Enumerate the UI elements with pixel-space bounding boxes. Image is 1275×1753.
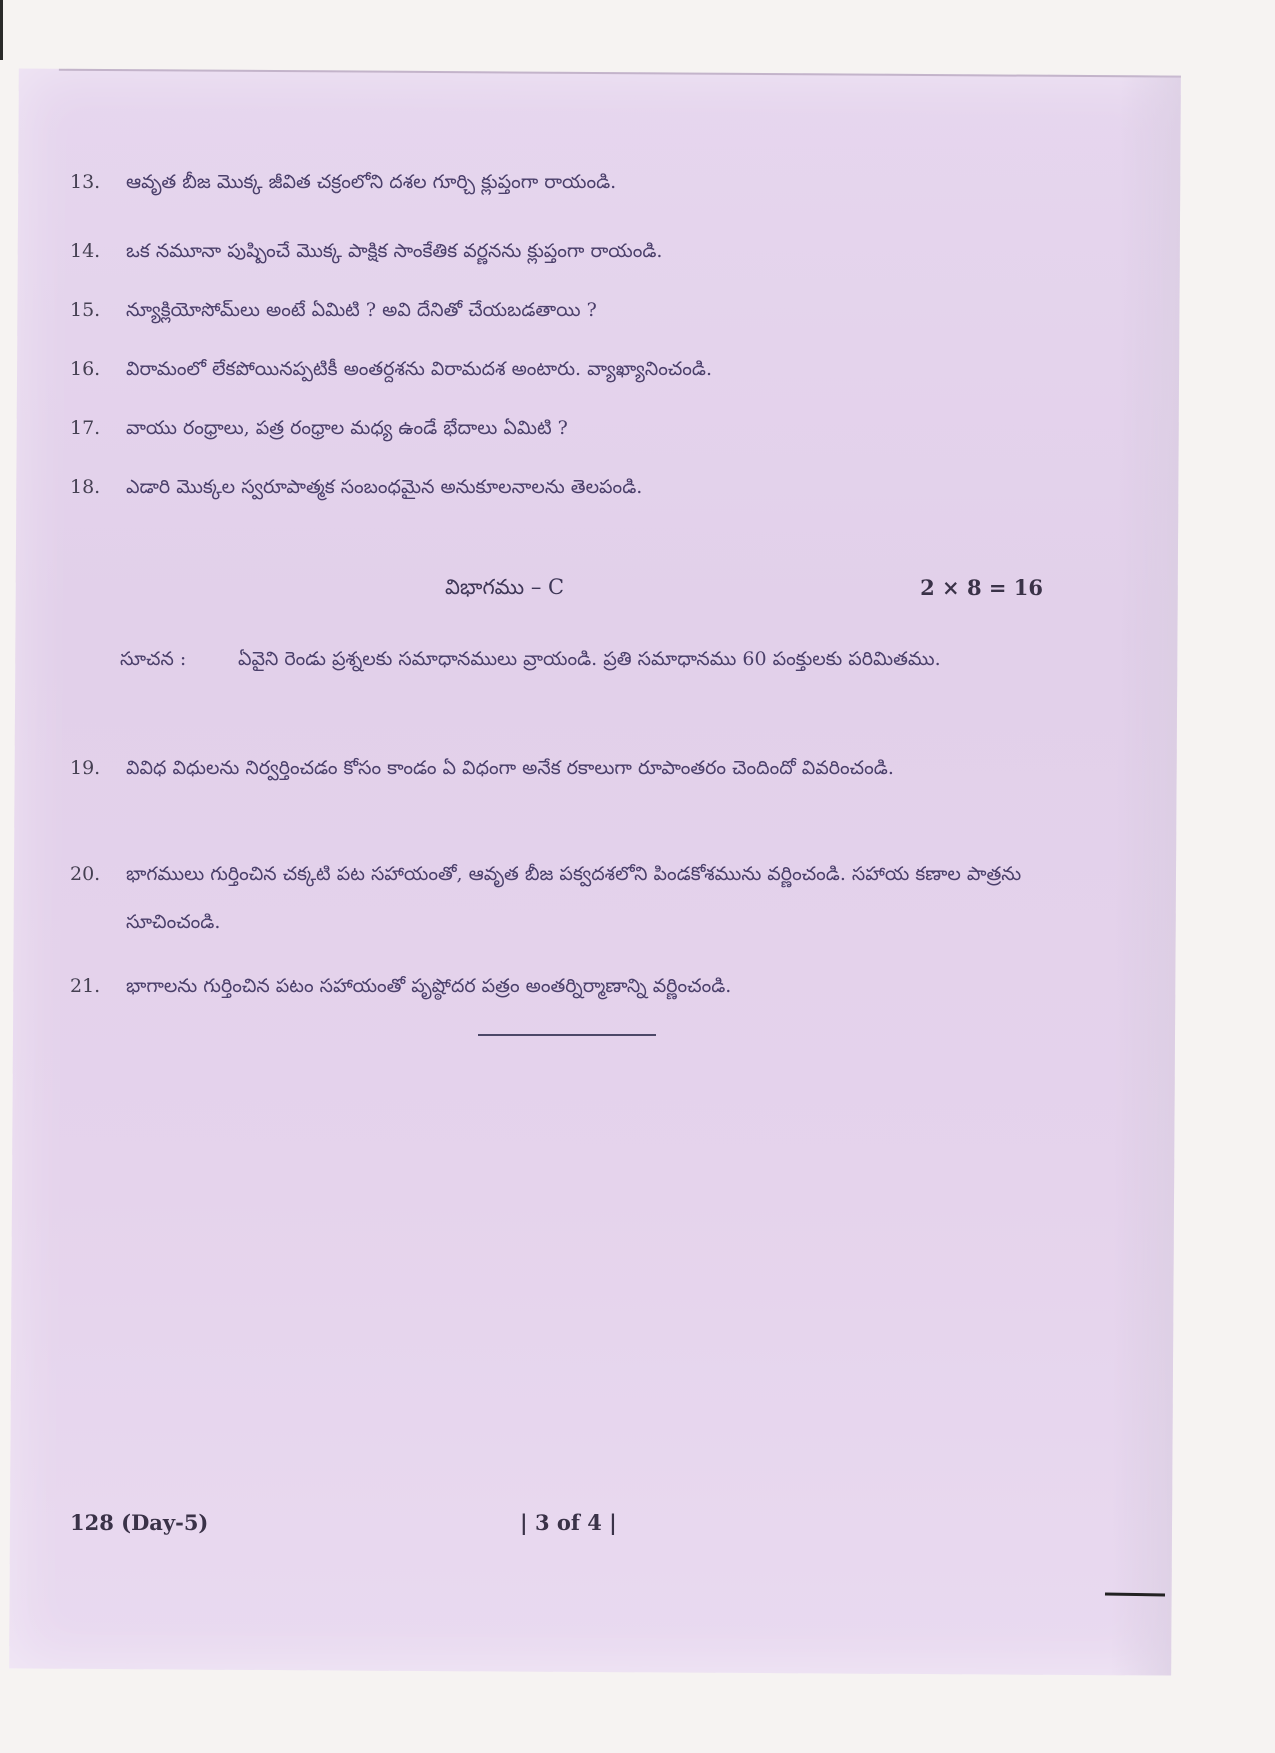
note-text: ఏవైని రెండు ప్రశ్నలకు సమాధానములు వ్రాయండి. ప్రతి సమాధానము 60 పంక్తులకు పరిమితము. xyxy=(238,648,941,670)
question-text: భాగాలను గుర్తించిన పటం సహాయంతో పృష్ఠోదర పత్రం అంతర్నిర్మాణాన్ని వర్ణించండి. xyxy=(126,975,732,997)
question-text: భాగములు గుర్తించిన చక్కటి పట సహాయంతో, ఆవృత బీజ పక్వదశలోని పిండకోశమును వర్ణించండి. సహాయ కణాల పాత్రను సూచించండి. xyxy=(126,863,1022,933)
section-marks: 2 × 8 = 16 xyxy=(920,575,1043,600)
question-number: 20. xyxy=(70,863,101,885)
end-of-questions-rule xyxy=(478,1034,656,1036)
question-text: వివిధ విధులను నిర్వర్తించడం కోసం కాండం ఏ విధంగా అనేక రకాలుగా రూపాంతరం చెందిందో వివరించండి. xyxy=(126,757,894,779)
paper-code: 128 (Day-5) xyxy=(70,1510,209,1535)
question-18 xyxy=(70,463,1050,511)
sheet-edge-line xyxy=(59,69,1181,78)
question-text: వాయు రంధ్రాలు, పత్ర రంధ్రాల మధ్య ఉండే భేదాలు ఏమిటి ? xyxy=(126,417,568,439)
question-14 xyxy=(70,227,1050,275)
question-number: 19. xyxy=(70,757,101,779)
question-16 xyxy=(70,345,1050,393)
question-text: ఎడారి మొక్కల స్వరూపాత్మక సంబంధమైన అనుకూలనాలను తెలపండి. xyxy=(126,476,643,498)
section-heading xyxy=(0,575,1275,615)
question-number: 15. xyxy=(70,299,101,321)
question-20 xyxy=(70,850,1050,946)
question-13 xyxy=(70,158,1050,206)
question-15 xyxy=(70,286,1050,334)
question-number: 16. xyxy=(70,358,101,380)
scan-edge xyxy=(0,0,3,60)
note-label: సూచన : xyxy=(120,648,187,670)
question-text: ఆవృత బీజ మొక్క జీవిత చక్రంలోని దశల గూర్చి క్లుప్తంగా రాయండి. xyxy=(126,171,617,193)
question-text: విరామంలో లేకపోయినప్పటికీ అంతర్దశను విరామదశ అంటారు. వ్యాఖ్యానించండి. xyxy=(126,358,713,380)
question-text: న్యూక్లియోసోమ్‌లు అంటే ఏమిటి ? అవి దేనితో చేయబడతాయి ? xyxy=(126,299,597,321)
page-number: | 3 of 4 | xyxy=(520,1510,617,1535)
section-title: విభాగము – C xyxy=(445,575,565,599)
question-number: 17. xyxy=(70,417,101,439)
question-19 xyxy=(70,744,1050,792)
question-number: 13. xyxy=(70,171,101,193)
question-number: 18. xyxy=(70,476,101,498)
question-number: 14. xyxy=(70,240,101,262)
sheet-shadow xyxy=(1111,75,1181,1675)
instruction-note xyxy=(120,637,1040,681)
question-number: 21. xyxy=(70,975,101,997)
question-text: ఒక నమూనా పుష్పించే మొక్క పాక్షిక సాంకేతిక వర్ణనను క్లుప్తంగా రాయండి. xyxy=(126,240,663,262)
question-17 xyxy=(70,404,1050,452)
question-21 xyxy=(70,962,1050,1010)
